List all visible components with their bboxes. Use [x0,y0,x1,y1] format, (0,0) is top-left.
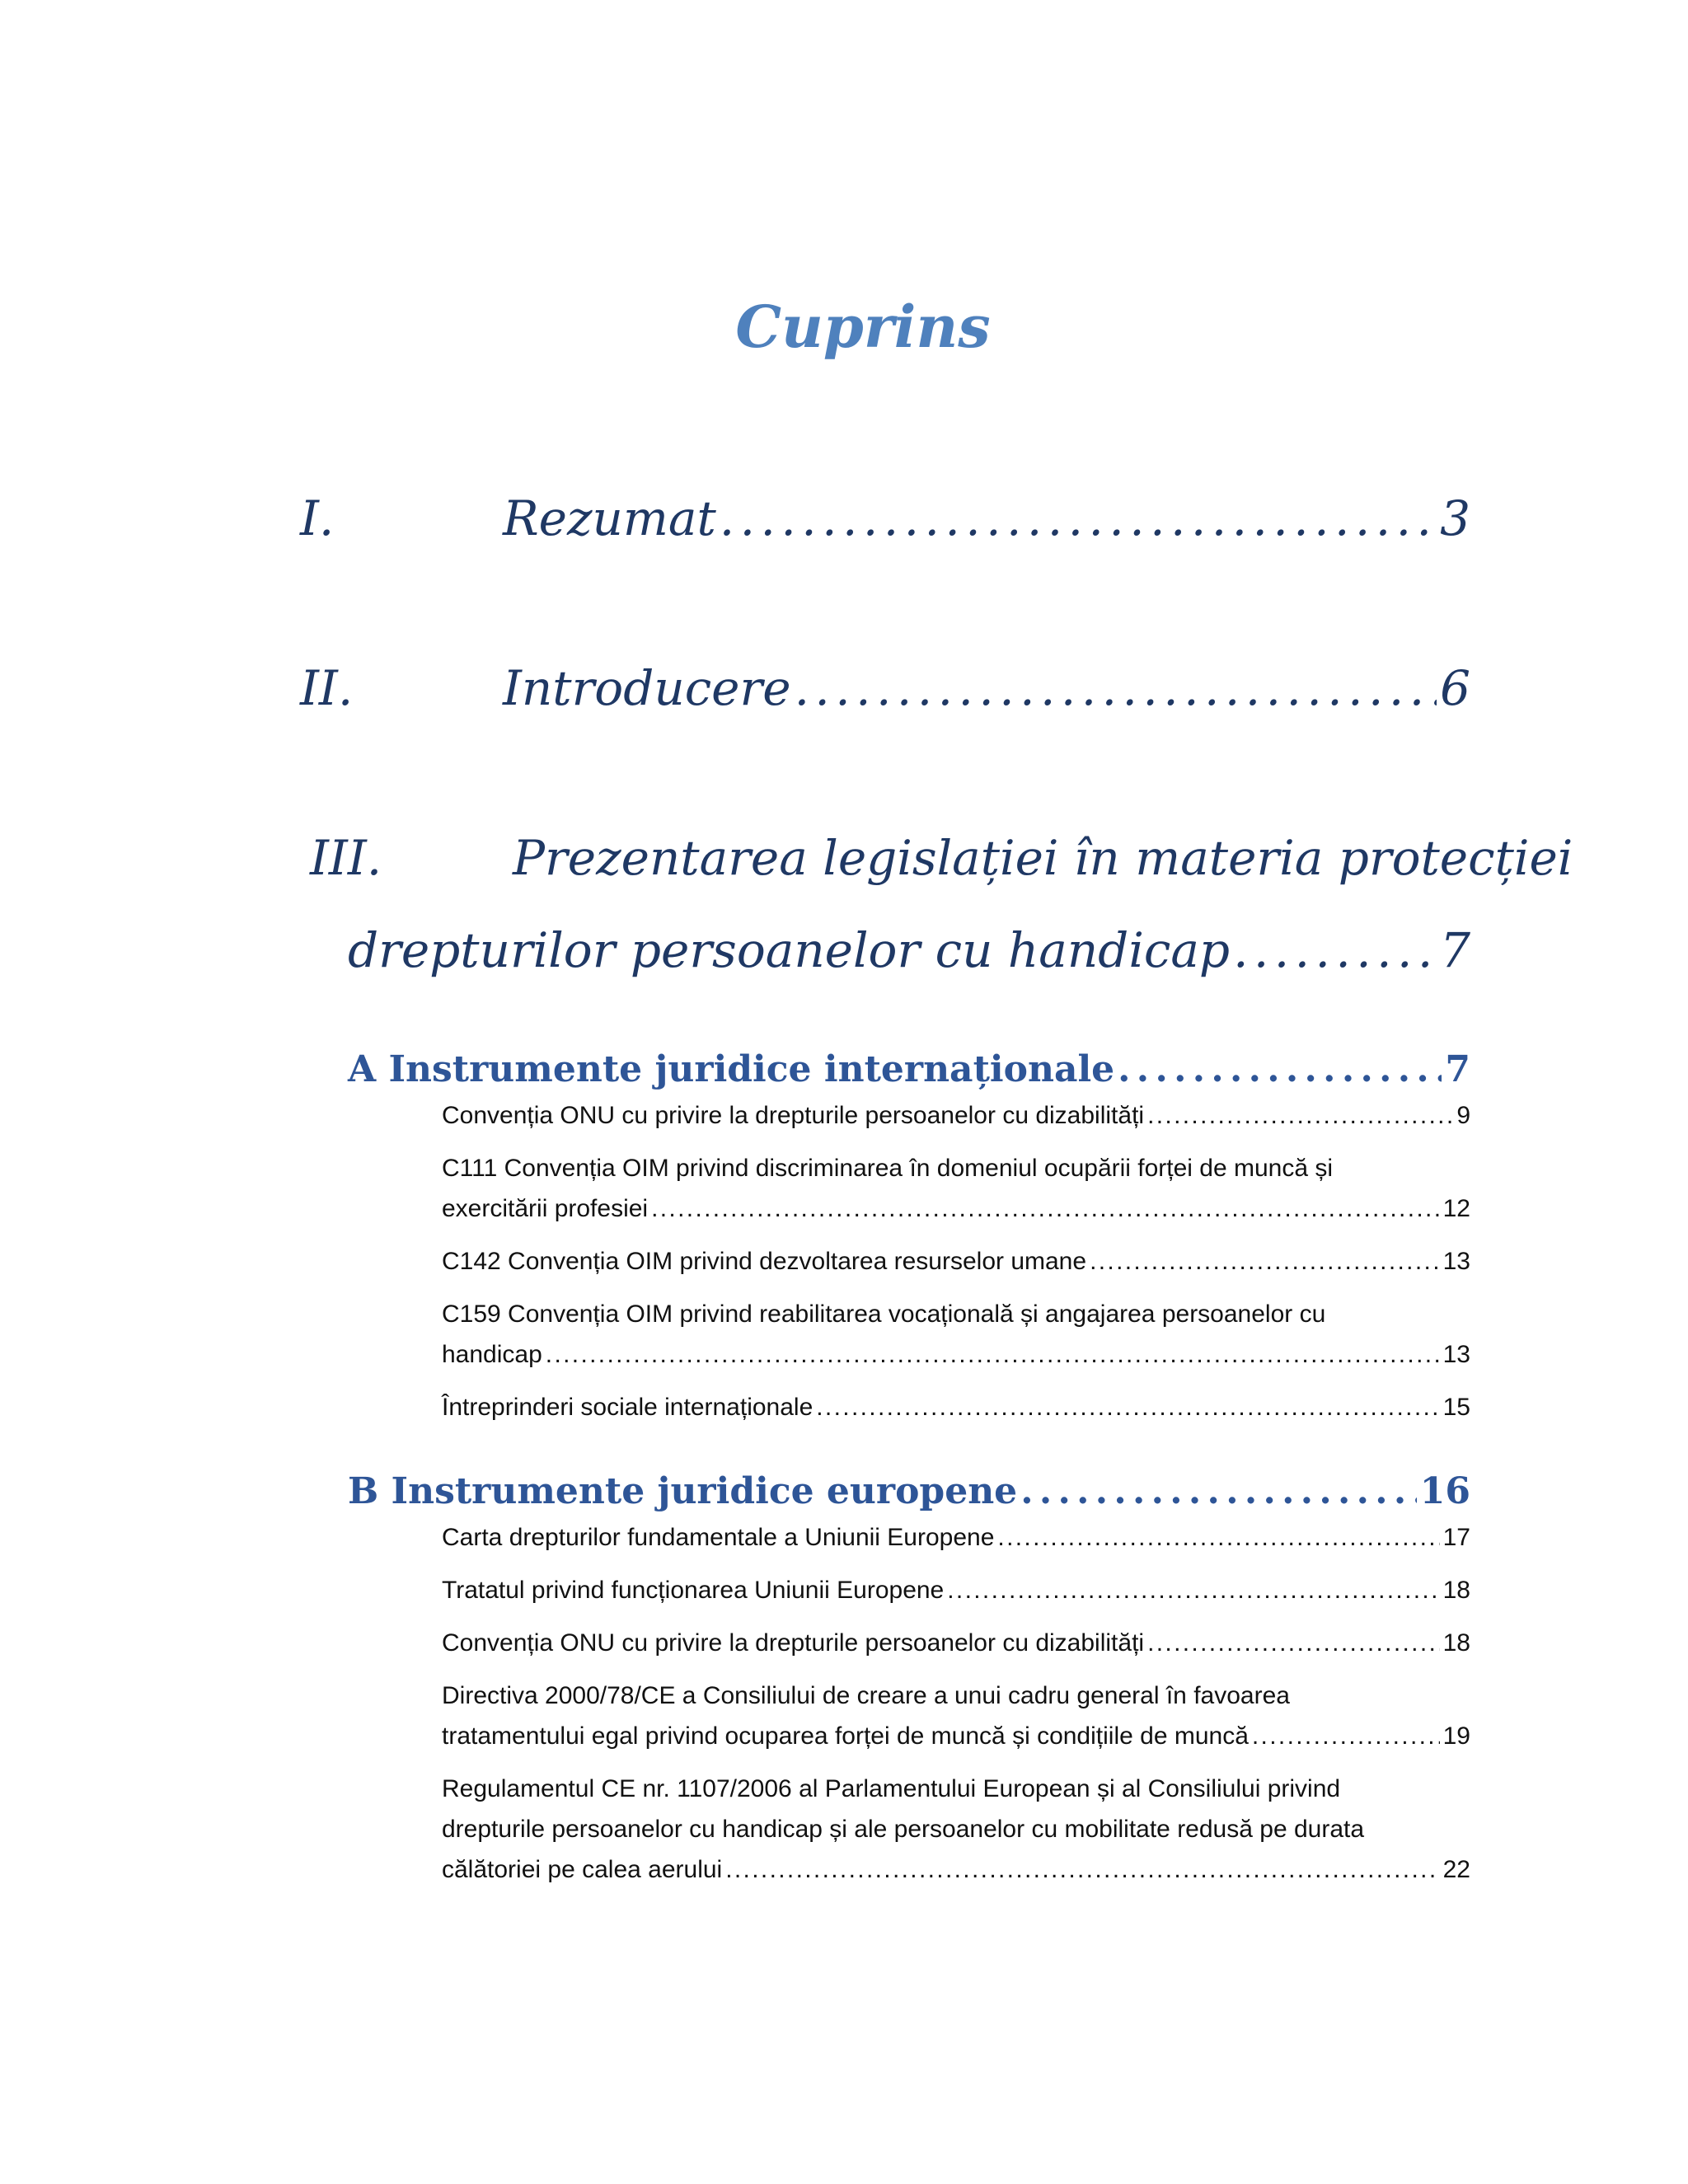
chapter-number: I. [300,490,335,546]
chapter-number: III. [310,830,382,886]
page-title: Cuprins [735,293,991,361]
toc-subentry[interactable] [442,1249,1470,1274]
dot-leader [725,1858,1439,1882]
dot-leader [1252,1724,1440,1749]
chapter-number: II. [300,660,354,716]
toc-entry-introducere[interactable] [503,660,1470,716]
dot-leader [720,494,1437,542]
toc-page-number: 16 [1419,1470,1470,1512]
toc-subentry-line[interactable]: Directiva 2000/78/CE a Consiliului de creare a unui cadru general în favoarea [442,1682,1290,1709]
toc-page-number: 3 [1440,490,1470,546]
toc-subentry-line[interactable]: C159 Convenția OIM privind reabilitarea vocațională și angajarea persoanelor cu [442,1301,1326,1328]
dot-leader [1020,1474,1417,1510]
dot-leader [816,1395,1439,1420]
dot-leader [651,1197,1440,1221]
toc-page-number: 9 [1456,1102,1470,1129]
toc-entry-label[interactable]: Prezentarea legislației în materia protecției [513,830,1573,886]
toc-entry-prezentarea[interactable] [348,922,1470,978]
toc-page-number: 7 [1440,922,1470,978]
toc-subentry[interactable] [442,1858,1470,1882]
toc-subentry-line[interactable]: Regulamentul CE nr. 1107/2006 al Parlamentului European și al Consiliului privind [442,1775,1341,1802]
toc-subentry[interactable] [442,1343,1470,1367]
dot-leader [947,1578,1439,1603]
toc-entry-label: drepturilor persoanelor cu handicap [348,922,1231,978]
toc-subentry[interactable] [442,1724,1470,1749]
dot-leader [1147,1104,1453,1128]
toc-page-number: 22 [1442,1856,1470,1883]
toc-subentry[interactable] [442,1631,1470,1656]
toc-entry-label: C142 Convenția OIM privind dezvoltarea resurselor umane [442,1248,1087,1275]
toc-page-number: 13 [1442,1341,1470,1368]
toc-section-a[interactable] [348,1048,1470,1090]
toc-page-number: 18 [1442,1629,1470,1657]
toc-entry-label: Convenția ONU cu privire la drepturile persoanelor cu dizabilități [442,1102,1145,1129]
dot-leader [1233,926,1437,974]
toc-subentry[interactable] [442,1526,1470,1550]
dot-leader [1118,1052,1442,1088]
toc-entry-label: Întreprinderi sociale internaționale [442,1394,814,1421]
toc-entry-label: Rezumat [503,490,716,546]
dot-leader [1147,1631,1440,1656]
toc-entry-label: călătoriei pe calea aerului [442,1856,723,1883]
toc-entry-label: exercitării profesiei [442,1195,649,1222]
toc-page-number: 15 [1442,1394,1470,1421]
dot-leader [997,1526,1439,1550]
section-label: A Instrumente juridice internaționale [348,1048,1115,1090]
toc-page-number: 19 [1442,1722,1470,1750]
toc-subentry[interactable] [442,1578,1470,1603]
toc-section-b[interactable] [348,1470,1470,1512]
toc-subentry-line[interactable]: drepturile persoanelor cu handicap și ale persoanelor cu mobilitate redusă pe durata [442,1816,1365,1843]
toc-page-number: 18 [1442,1577,1470,1604]
toc-page-number: 13 [1442,1248,1470,1275]
dot-leader [546,1343,1440,1367]
toc-subentry-line[interactable]: C111 Convenția OIM privind discriminarea în domeniul ocupării forței de muncă și [442,1155,1334,1182]
section-label: B Instrumente juridice europene [348,1470,1018,1512]
toc-page-number: 12 [1442,1195,1470,1222]
toc-entry-rezumat[interactable] [503,490,1470,546]
toc-entry-label: Tratatul privind funcționarea Uniunii Europene [442,1577,945,1604]
toc-page-number: 6 [1440,660,1470,716]
toc-entry-label: Carta drepturilor fundamentale a Uniunii Europene [442,1524,995,1551]
dot-leader [1090,1249,1440,1274]
toc-subentry[interactable] [442,1395,1470,1420]
dot-leader [795,664,1437,712]
toc-entry-label: Convenția ONU cu privire la drepturile persoanelor cu dizabilități [442,1629,1145,1657]
toc-entry-label: Introducere [503,660,791,716]
toc-entry-label: tratamentului egal privind ocuparea forței de muncă și condițiile de muncă [442,1722,1249,1750]
toc-subentry[interactable] [442,1104,1470,1128]
toc-page-number: 7 [1445,1048,1470,1090]
toc-page-number: 17 [1442,1524,1470,1551]
toc-subentry[interactable] [442,1197,1470,1221]
toc-entry-label: handicap [442,1341,542,1368]
